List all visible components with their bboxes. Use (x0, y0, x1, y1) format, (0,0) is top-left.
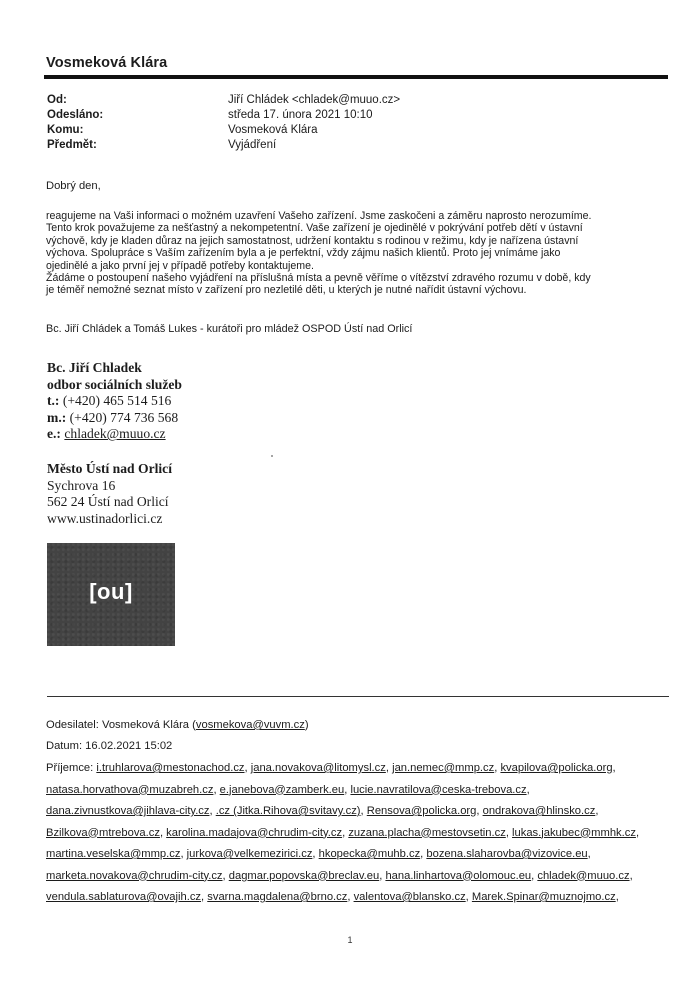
mailbox-owner-title: Vosmeková Klára (46, 55, 168, 71)
forward-date: 16.02.2021 15:02 (85, 740, 173, 752)
recipient-email-link[interactable]: zuzana.placha@mestovsetin.cz (348, 826, 506, 839)
forward-date-row (46, 740, 172, 752)
closing-line: Bc. Jiří Chládek a Tomáš Lukes - kurátoři pro mládež OSPOD Ústí nad Orlicí (46, 323, 413, 335)
signature-phone-label: t.: (47, 393, 60, 409)
recipient-email-link[interactable]: svarna.magdalena@brno.cz (207, 891, 348, 903)
signature-department: odbor sociálních služeb (47, 376, 182, 392)
header-from-label: Od: (47, 94, 67, 106)
header-sent-label: Odesláno: (47, 109, 104, 121)
signature-phone-row (47, 393, 182, 410)
recipient-email-link[interactable]: natasa.horvathova@muzabreh.cz (46, 783, 214, 796)
signature-email-row (47, 426, 182, 443)
organization-city: 562 24 Ústí nad Orlicí (47, 494, 169, 510)
greeting: Dobrý den, (46, 180, 101, 192)
title-rule (44, 75, 668, 79)
recipient-email-link[interactable]: kvapilova@policka.org (500, 762, 613, 774)
recipient-line: dana.zivnustkova@jihlava-city.cz, .cz (Jitka.Rihova@svitavy.cz), Rensova@policka.org, ondrakova@hlinsko.cz, (46, 805, 599, 817)
recipient-email-link[interactable]: ondrakova@hlinsko.cz (482, 805, 596, 817)
recipient-line: Příjemce: i.truhlarova@mestonachod.cz, jana.novakova@litomysl.cz, jan.nemec@mmp.cz, kvapilova@policka.org, (46, 762, 616, 774)
organization-block (47, 461, 172, 527)
body-line: Tento krok považujeme za nešťastný a nekompetentní. Vaše zařízení je ojedinělé v pokrývání potřeb dětí v ústavní (46, 222, 583, 235)
header-to-value: Vosmeková Klára (228, 124, 318, 136)
organization-street: Sychrova 16 (47, 477, 116, 493)
forward-sender-name: Vosmeková Klára (101, 719, 190, 731)
city-logo (47, 543, 175, 646)
scan-speck (271, 455, 273, 457)
recipient-email-link[interactable]: dana.zivnustkova@jihlava-city.cz (46, 805, 210, 817)
recipient-line: vendula.sablaturova@ovajih.cz, svarna.magdalena@brno.cz, valentova@blansko.cz, Marek.Spinar@muznojmo.cz, (46, 891, 619, 903)
signature-name: Bc. Jiří Chladek (47, 360, 142, 375)
body-line: výchova. Spolupráce s Vaším zařízením byla a je perfektní, vždy zájmu našich klientů. Proto jej vnímáme jako (46, 247, 561, 260)
city-logo-text: [ou] (89, 579, 133, 604)
signature-mobile-label: m.: (47, 409, 67, 425)
recipient-email-link[interactable]: e.janebova@zamberk.eu (219, 783, 345, 796)
recipient-email-link[interactable]: lucie.navratilova@ceska-trebova.cz (350, 783, 527, 796)
recipient-list (46, 762, 639, 913)
recipient-email-link[interactable]: Bzilkova@mtrebova.cz (46, 826, 160, 839)
recipient-email-link[interactable]: jana.novakova@litomysl.cz (250, 762, 386, 774)
recipient-line: martina.veselska@mmp.cz, jurkova@velkemezirici.cz, hkopecka@muhb.cz, bozena.slaharovba@vizovice.eu, (46, 848, 591, 860)
header-subject-label: Předmět: (47, 139, 97, 151)
forward-sender-email-link[interactable]: vosmekova@vuvm.cz (195, 719, 305, 731)
recipient-email-link[interactable]: Rensova@policka.org (366, 805, 477, 817)
forward-divider (47, 696, 669, 697)
signature-mobile: (+420) 774 736 568 (69, 409, 179, 425)
forward-sender-row: Odesilatel: Vosmeková Klára (vosmekova@vuvm.cz) (46, 719, 309, 731)
recipient-email-link[interactable]: marketa.novakova@chrudim-city.cz (46, 869, 223, 882)
recipient-email-link[interactable]: hana.linhartova@olomouc.eu (385, 869, 532, 882)
recipient-email-link[interactable]: bozena.slaharovba@vizovice.eu (426, 848, 588, 860)
recipient-email-link[interactable]: martina.veselska@mmp.cz (46, 848, 181, 860)
signature-block (47, 360, 182, 443)
forward-date-label: Datum: (46, 740, 83, 752)
forward-sender-label: Odesilatel: (46, 719, 99, 731)
organization-name: Město Ústí nad Orlicí (47, 461, 172, 476)
header-subject-value: Vyjádření (228, 139, 277, 151)
header-to-label: Komu: (47, 124, 84, 136)
signature-email-label: e.: (47, 426, 61, 442)
recipient-email-link[interactable]: dagmar.popovska@breclav.eu (228, 869, 380, 882)
body-line: výchově, kdy je kladen důraz na jejich samostatnost, udržení kontaktu s rodinou v režimu, kdy je nařízena ústavní (46, 234, 579, 247)
signature-email-link[interactable]: chladek@muuo.cz (64, 426, 166, 442)
recipient-email-link[interactable]: karolina.madajova@chrudim-city.cz (166, 826, 343, 839)
recipient-email-link[interactable]: valentova@blansko.cz (353, 891, 466, 903)
signature-mobile-row (47, 410, 182, 427)
body-line: je téměř nemožné seznat místo v zařízení pro nezletilé děti, u kterých je nutné nařídit ústavní výchovu. (46, 284, 527, 297)
recipient-line: Bzilkova@mtrebova.cz, karolina.madajova@chrudim-city.cz, zuzana.placha@mestovsetin.cz, lukas.jakubec@mmhk.cz, (46, 826, 640, 839)
header-sent-value: středa 17. února 2021 10:10 (228, 109, 373, 121)
recipient-email-link[interactable]: chladek@muuo.cz (537, 869, 630, 882)
recipient-line: marketa.novakova@chrudim-city.cz, dagmar.popovska@breclav.eu, hana.linhartova@olomouc.eu, chladek@muuo.cz, (46, 869, 633, 882)
recipient-line: natasa.horvathova@muzabreh.cz, e.janebova@zamberk.eu, lucie.navratilova@ceska-trebova.cz, (46, 783, 530, 796)
recipient-email-link[interactable]: vendula.sablaturova@ovajih.cz (46, 891, 202, 903)
body-line: ojedinělé a jako první jej v případě potřeby kontaktujeme. (46, 259, 314, 272)
recipient-email-link[interactable]: jurkova@velkemezirici.cz (186, 848, 313, 860)
recipient-email-link[interactable]: jan.nemec@mmp.cz (392, 762, 495, 774)
forward-recipients-label: Příjemce: (46, 762, 94, 774)
page-number: 1 (347, 935, 353, 945)
recipient-email-link[interactable]: lukas.jakubec@mmhk.cz (512, 826, 636, 839)
organization-website: www.ustinadorlici.cz (47, 510, 163, 526)
body-line: Žádáme o postoupení našeho vyjádření na příslušná místa a pevně věříme o vítězství zdravého rozumu v době, kdy (46, 272, 591, 285)
forward-recipients (46, 762, 639, 913)
signature-phone: (+420) 465 514 516 (62, 393, 172, 409)
recipient-email-link[interactable]: hkopecka@muhb.cz (318, 848, 421, 860)
recipient-email-link[interactable]: Marek.Spinar@muznojmo.cz (471, 891, 616, 903)
header-from-value: Jiří Chládek <chladek@muuo.cz> (228, 94, 401, 106)
body-paragraph (46, 210, 591, 297)
body-line: reagujeme na Vaši informaci o možném uzavření Vašeho zařízení. Jsme zaskočeni a záměru naprosto nerozumíme. (46, 210, 592, 222)
recipient-email-link[interactable]: .cz (Jitka.Rihova@svitavy.cz) (215, 805, 361, 817)
recipient-email-link[interactable]: i.truhlarova@mestonachod.cz (96, 762, 245, 774)
